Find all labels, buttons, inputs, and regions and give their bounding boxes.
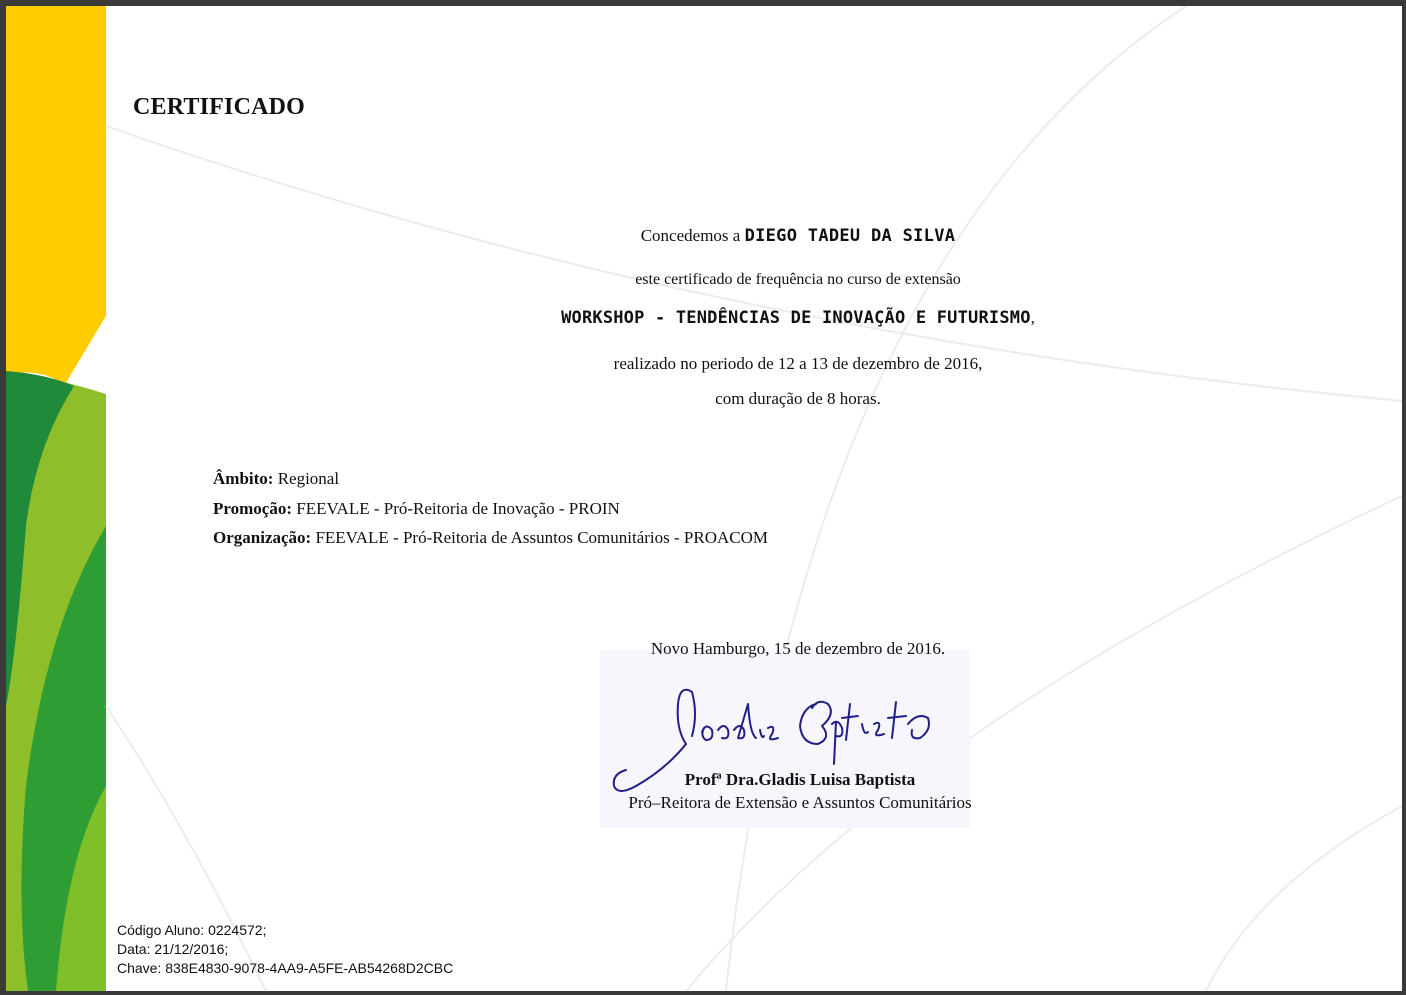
detail-label: Âmbito: [213,469,274,488]
signer-role: Pró–Reitora de Extensão e Assuntos Comunitários [628,793,972,812]
course-suffix: , [1030,308,1035,327]
detail-value: Regional [277,469,340,488]
detail-scope [213,469,339,489]
duration-line: com duração de 8 horas. [715,389,881,408]
intro-prefix: Concedemos a [640,226,741,245]
detail-organization [213,528,768,548]
place-date: Novo Hamburgo, 15 de dezembro de 2016. [650,639,946,658]
intro-line [398,226,1198,246]
certificate-page [6,6,1402,991]
signer-name: Profª Dra.Gladis Luisa Baptista [684,770,916,789]
student-code: Código Aluno: 0224572; [117,922,267,938]
detail-value: FEEVALE - Pró-Reitoria de Inovação - PROIN [296,499,620,518]
detail-promotion [213,499,620,519]
detail-label: Organização: [213,528,312,547]
verification-key: Chave: 838E4830-9078-4AA9-A5FE-AB54268D2CBC [117,960,454,976]
recipient-name: DIEGO TADEU DA SILVA [744,226,956,246]
course-title: WORKSHOP - TENDÊNCIAS DE INOVAÇÃO E FUTURISMO [561,308,1031,328]
period-line: realizado no periodo de 12 a 13 de dezembro de 2016, [613,354,983,373]
issue-date: Data: 21/12/2016; [117,941,229,957]
course-line [398,308,1198,328]
purpose-line: este certificado de frequência no curso de extensão [635,271,961,288]
certificate-heading: CERTIFICADO [133,94,306,120]
detail-label: Promoção: [213,499,292,518]
detail-value: FEEVALE - Pró-Reitoria de Assuntos Comunitários - PROACOM [315,528,769,547]
certificate-footer [117,921,453,978]
